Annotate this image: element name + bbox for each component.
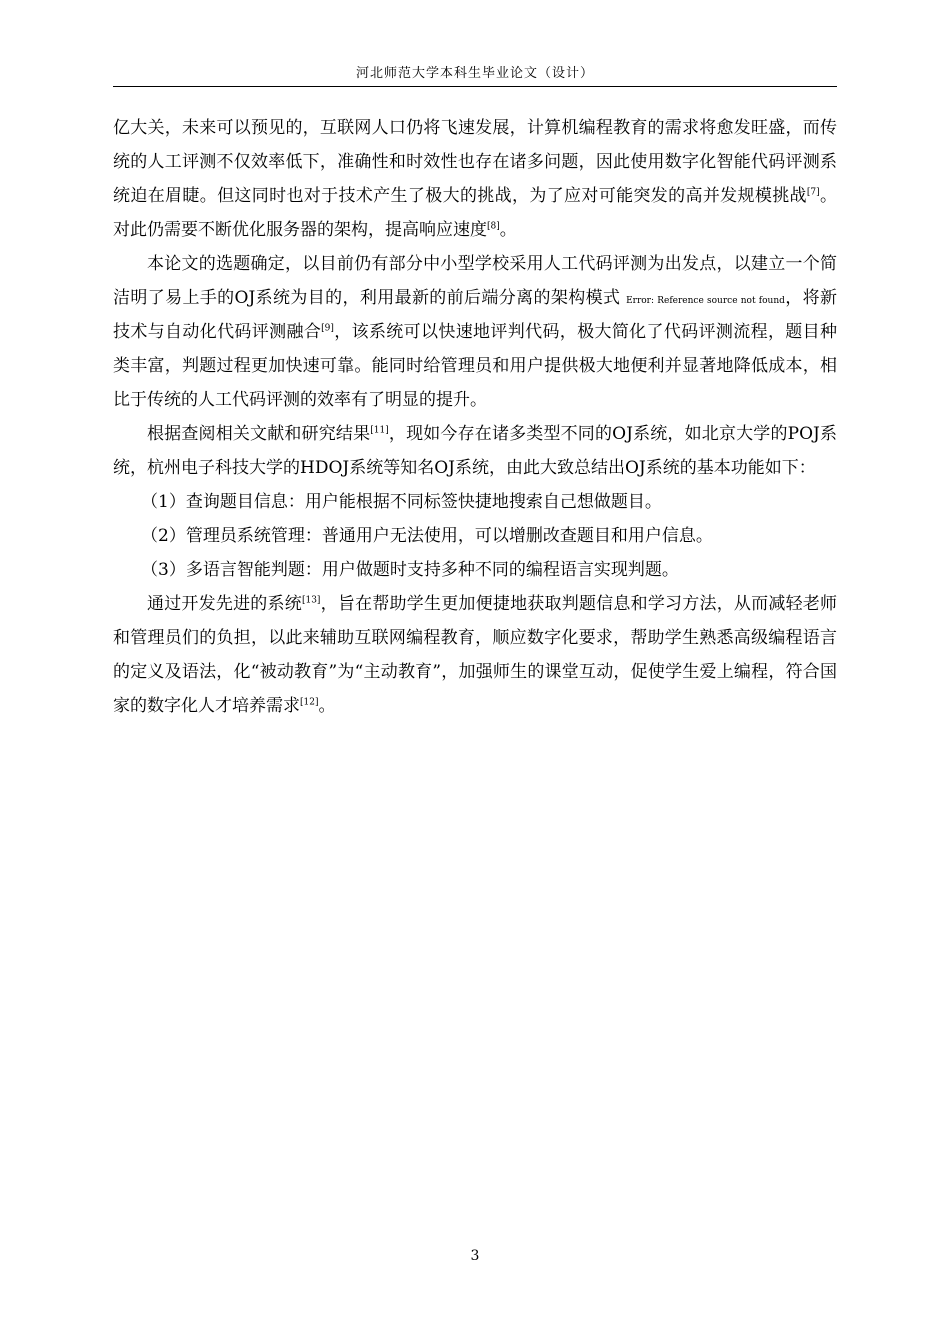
paragraph-2-text-a: 本论文的选题确定，以目前仍有部分中小型学校采用人工代码评测为出发点，以建立一个简洁明了易上手的OJ系统为目的，利用最新的前后端分离的架构模式 <box>113 254 837 308</box>
list-item-1: （1）查询题目信息：用户能根据不同标签快捷地搜索自己想做题目。 <box>141 492 662 512</box>
body-text <box>113 111 837 723</box>
paragraph-1 <box>113 111 837 247</box>
paragraph-2 <box>113 247 837 417</box>
list-item-3: （3）多语言智能判题：用户做题时支持多种不同的编程语言实现判题。 <box>141 560 679 580</box>
paragraph-3 <box>113 417 837 485</box>
paragraph-4-text-a: 通过开发先进的系统 <box>147 594 302 614</box>
citation-7: [7] <box>806 187 820 198</box>
citation-8: [8] <box>487 221 500 232</box>
paragraph-3-text-a: 根据查阅相关文献和研究结果 <box>147 424 371 444</box>
paragraph-2-text-c: ，该系统可以快速地评判代码，极大简化了代码评测流程，题目种类丰富，判题过程更加快速可靠。能同时给管理员和用户提供极大地便利并显著地降低成本，相比于传统的人工代码评测的效率有了明显的提升。 <box>113 322 837 410</box>
citation-11: [11] <box>370 425 389 436</box>
paragraph-1-text-a: 亿大关，未来可以预见的，互联网人口仍将飞速发展，计算机编程教育的需求将愈发旺盛，而传统的人工评测不仅效率低下，准确性和时效性也存在诸多问题，因此使用数字化智能代码评测系统迫在眉睫。但这同时也对于技术产生了极大的挑战，为了应对可能突发的高并发规模挑战 <box>113 118 837 206</box>
page-number: 3 <box>470 1248 480 1264</box>
paragraph-3-text-b: ，现如今存在诸多类型不同的OJ系统，如北京大学的POJ系统，杭州电子科技大学的HDOJ系统等知名OJ系统，由此大致总结出OJ系统的基本功能如下： <box>113 424 837 478</box>
citation-9: [9] <box>321 323 334 334</box>
paragraph-4 <box>113 587 837 723</box>
page-header: 河北师范大学本科生毕业论文（设计） <box>355 66 594 81</box>
citation-12: [12] <box>300 697 319 708</box>
citation-13: [13] <box>301 595 321 606</box>
paragraph-1-text-b: 。对此仍需要不断优化服务器的架构，提高响应速度 <box>113 186 838 240</box>
header-rule <box>113 86 837 87</box>
paragraph-2-text-b: ，将新技术与自动化代码评测融合 <box>113 288 838 342</box>
paragraph-1-text-c: 。 <box>499 220 517 240</box>
paragraph-4-text-c: 。 <box>318 696 336 716</box>
reference-error-text: Error: Reference source not found <box>626 296 785 306</box>
list-item-2: （2）管理员系统管理：普通用户无法使用，可以增删改查题目和用户信息。 <box>141 526 713 546</box>
paragraph-4-text-b: ，旨在帮助学生更加便捷地获取判题信息和学习方法，从而减轻老师和管理员们的负担，以此来辅助互联网编程教育，顺应数字化要求，帮助学生熟悉高级编程语言的定义及语法，化“被动教育”为“主动教育”，加强师生的课堂互动，促使学生爱上编程，符合国家的数字化人才培养需求 <box>113 594 838 716</box>
